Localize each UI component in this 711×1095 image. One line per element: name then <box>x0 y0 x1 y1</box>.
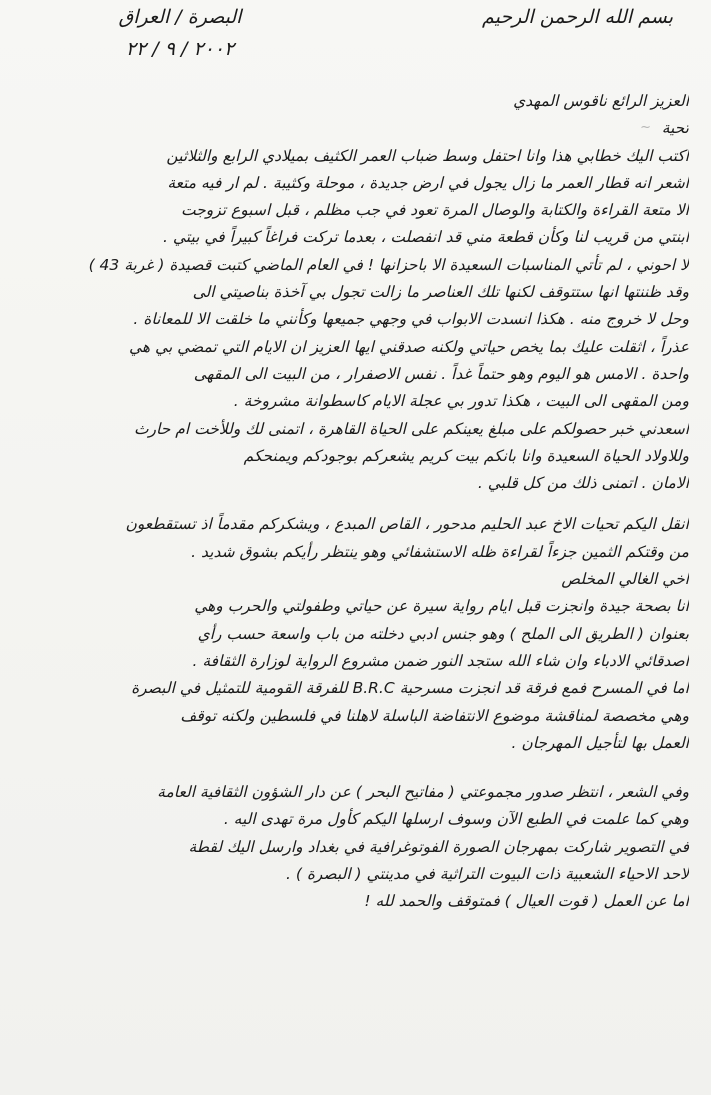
text-line: اما عن العمل ( قوت العيال ) فمتوقف والحمد لله ! <box>364 892 689 911</box>
letter-date: ٢٠٠٢ / ٩ / ٢٢ <box>125 38 235 60</box>
text-line: وحل لا خروج منه . هكذا انسدت الابواب في وجهي جميعها وكأنني ما خلقت الا للمعاناة . <box>133 310 689 329</box>
text-line: وهي كما علمت في الطبع الآن وسوف ارسلها اليكم كأول مرة تهدى اليه . <box>223 810 689 829</box>
letter-body <box>20 88 689 916</box>
text-line: وهي مخصصة لمناقشة موضوع الانتفاضة الباسلة لاهلنا في فلسطين ولكنه توقف <box>180 706 689 725</box>
text-line: اشعر انه قطار العمر ما زال يجول في ارض جديدة ، موحلة وكثيبة . لم ار فيه متعة <box>167 173 689 192</box>
greeting: تحية <box>661 119 689 138</box>
text-line: بعنوان ( الطريق الى الملح ) وهو جنس ادبي دخلته من باب واسعة حسب رأي <box>197 624 689 643</box>
text-line: عذراً ، اثقلت عليك بما يخص حياتي ولكنه صدقني ايها العزيز ان الايام التي تمضي بي هي <box>129 337 689 356</box>
text-line: اكتب اليك خطابي هذا وانا احتفل وسط ضباب العمر الكثيف بميلادي الرابع والثلاثين <box>166 146 689 165</box>
text-line: اصدقائي الادباء وان شاء الله ستجد النور ضمن مشروع الرواية لوزارة الثقافة . <box>192 651 689 670</box>
salutation: العزيز الرائع ناقوس المهدي <box>513 92 689 110</box>
place-date-block <box>75 6 285 60</box>
text-line: اسعدني خبر حصولكم على مبلغ يعينكم على الحياة القاهرة ، اتمنى لك وللأخت ام حارث <box>133 419 689 438</box>
paragraph-1 <box>20 143 689 498</box>
text-line: ومن المقهى الى البيت ، هكذا تدور بي عجلة الايام كاسطوانة مشروخة . <box>233 392 689 411</box>
text-line: من وقتكم الثمين جزءاً لقراءة ظله الاستشفائي وهو ينتظر رأيكم بشوق شديد . <box>191 542 689 561</box>
paragraph-2 <box>20 511 689 566</box>
paragraph-3 <box>20 593 689 757</box>
text-line: الامان . اتمنى ذلك من كل قلبي . <box>477 474 689 493</box>
basmala: بسم الله الرحمن الرحيم <box>482 6 673 28</box>
text-line: في التصوير شاركت بمهرجان الصورة الفوتوغرافية في بغداد وارسل اليك لقطة <box>188 837 689 856</box>
text-line: العمل بها لتأجيل المهرجان . <box>511 733 689 752</box>
text-line: انقل اليكم تحيات الاخ عبد الحليم مدحور ، القاص المبدع ، ويشكركم مقدماً اذ تستقطعون <box>125 515 689 534</box>
text-line: ابنتي من قريب لنا وكأن قطعة مني قد انفصلت ، بعدما تركت فراغاً كبيراً في بيتي . <box>163 228 689 247</box>
subheading: اخي الغالي المخلص <box>561 570 689 589</box>
paragraph-gap <box>20 497 689 511</box>
bleed-through-text: ~ <box>640 120 651 135</box>
paragraph-4 <box>20 779 689 915</box>
paragraph-gap <box>20 757 689 779</box>
text-line: لا احوني ، لم تأتي المناسبات السعيدة الا باحزانها ! في العام الماضي كتبت قصيدة ( غربة 43 ) <box>88 255 689 274</box>
text-line: الا متعة القراءة والكتابة والوصال المرة تعود في جب مظلم ، قبل اسبوع تزوجت <box>180 201 689 220</box>
text-line: وللاولاد الحياة السعيدة وانا بانكم بيت كريم يشعركم بوجودكم ويمنحكم <box>243 446 689 465</box>
text-line: اما في المسرح فمع فرقة قد انجزت مسرحية B.R.C للفرقة القومية للتمثيل في البصرة <box>131 679 689 698</box>
text-line: لاحد الاحياء الشعبية ذات البيوت التراثية في مدينتي ( البصرة ) . <box>285 865 689 884</box>
place: البصرة / العراق <box>118 6 242 28</box>
text-line: واحدة . الامس هو اليوم وهو حتماً غداً . نفس الاصفرار ، من البيت الى المقهى <box>193 364 689 383</box>
text-line: وفي الشعر ، انتظر صدور مجموعتي ( مفاتيح البحر ) عن دار الشؤون الثقافية العامة <box>157 783 689 802</box>
text-line: انا بصحة جيدة وانجزت قبل ايام رواية سيرة عن حياتي وطفولتي والحرب وهي <box>194 597 689 616</box>
text-line: وقد ظننتها انها ستتوقف لكنها تلك العناصر ما زالت تجول بي آخذة بناصيتي الى <box>192 283 689 302</box>
